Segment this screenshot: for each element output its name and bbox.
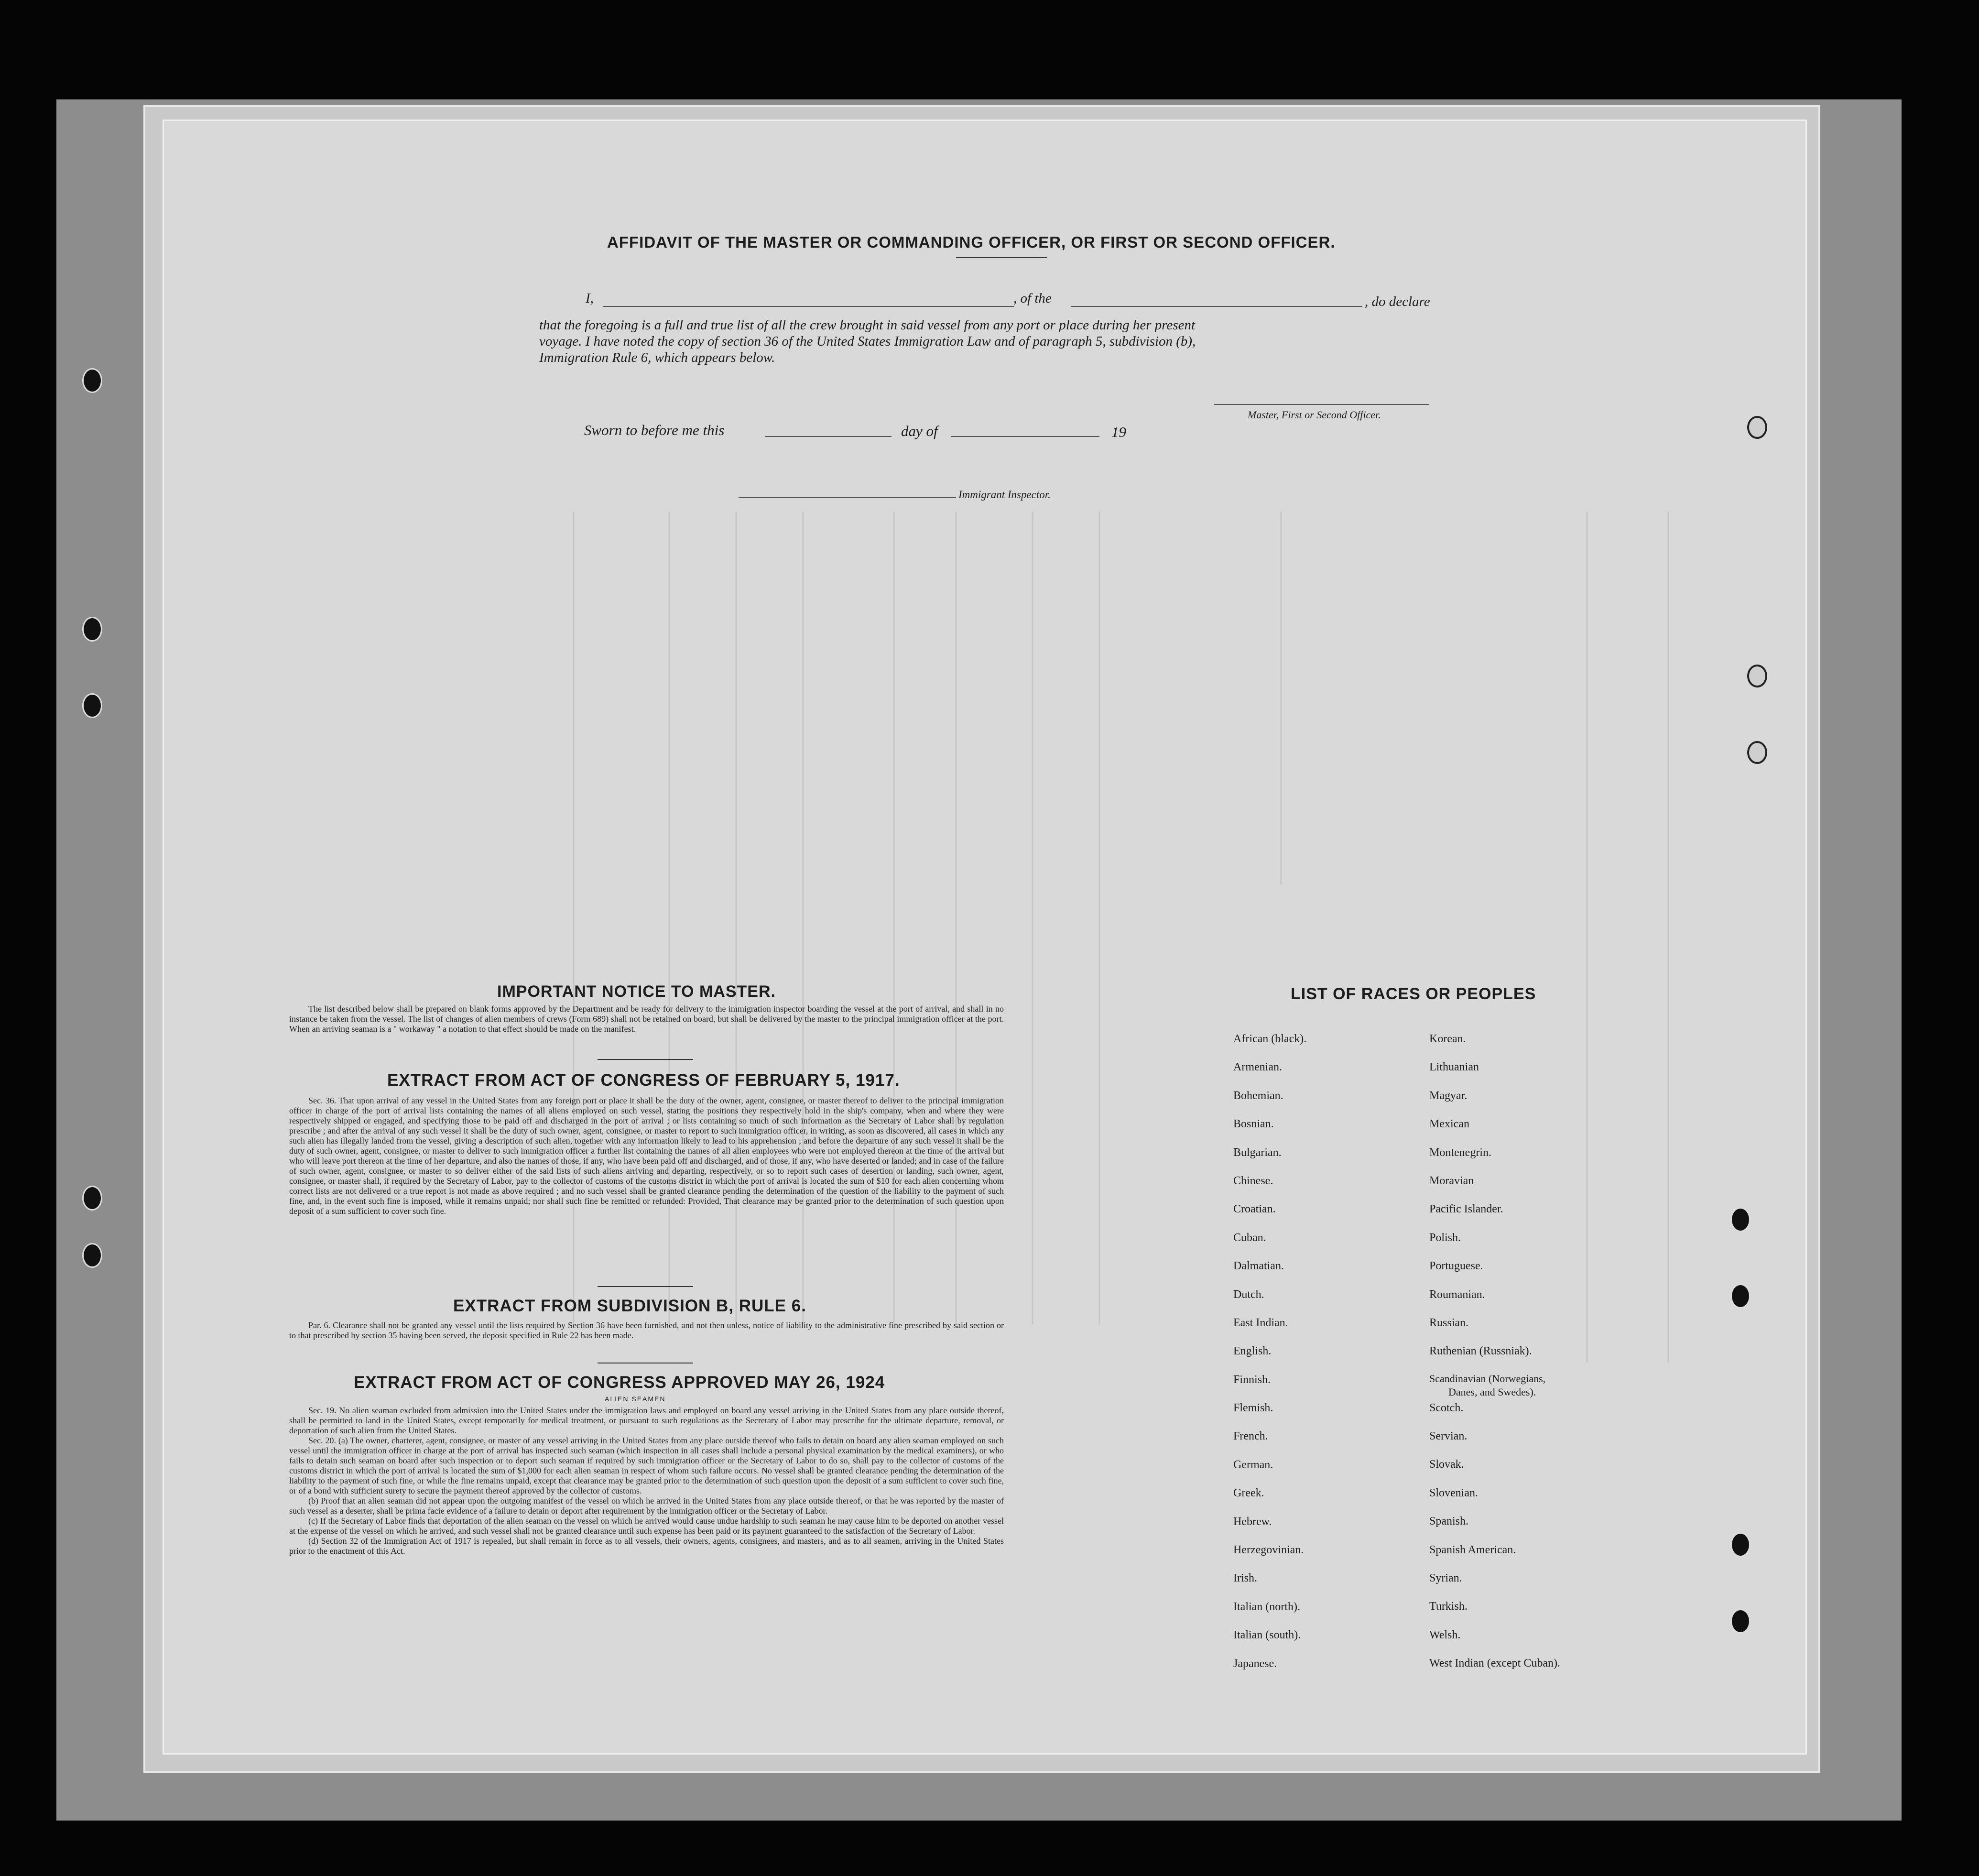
race-item: Roumanian. <box>1429 1288 1485 1301</box>
race-item: West Indian (except Cuban). <box>1429 1657 1560 1670</box>
punch-hole <box>82 693 102 718</box>
punch-hole <box>82 1186 102 1211</box>
inspector-signature-line <box>739 497 956 498</box>
name-field-line <box>603 306 1014 307</box>
race-item: Armenian. <box>1233 1061 1282 1074</box>
race-item: Turkish. <box>1429 1600 1468 1613</box>
paragraph-6: Par. 6. Clearance shall not be granted any vessel until the lists required by Section 36 have been furnished, and not then unless, notice of liability to the administrative fine prescribed by said section or to that prescribed by section 35 having been served, the deposit specified in Rule 22 has been made. <box>289 1320 1004 1340</box>
vessel-field-line <box>1071 306 1362 307</box>
race-item: Hebrew. <box>1233 1515 1272 1528</box>
race-item: English. <box>1233 1345 1272 1358</box>
race-item: Cuban. <box>1233 1231 1266 1244</box>
race-item: Syrian. <box>1429 1572 1462 1585</box>
section-20d-paragraph: (d) Section 32 of the Immigration Act of 1917 is repealed, but shall remain in force as to all vessels, their owners, agents, consignees, and masters, and as to all seamen, arriving in the United States prior to the enactment of this Act. <box>289 1536 1004 1556</box>
affidavit-title: AFFIDAVIT OF THE MASTER OR COMMANDING OFFICER, OR FIRST OR SECOND OFFICER. <box>607 233 1336 251</box>
race-item: Polish. <box>1429 1231 1461 1244</box>
punch-hole <box>82 617 102 642</box>
extract-1917-title: EXTRACT FROM ACT OF CONGRESS OF FEBRUARY 5, 1917. <box>387 1071 900 1090</box>
race-item: Magyar. <box>1429 1089 1468 1102</box>
divider <box>956 257 1047 258</box>
affidavit-do-declare-label: , do declare <box>1365 294 1430 309</box>
race-item: Russian. <box>1429 1316 1469 1329</box>
race-item: Croatian. <box>1233 1203 1276 1216</box>
race-item: Korean. <box>1429 1033 1466 1045</box>
punch-hole <box>1730 1532 1751 1557</box>
affidavit-i-label: I, <box>586 291 594 306</box>
affidavit-line-2: that the foregoing is a full and true list of all the crew brought in said vessel from any port or place during her present <box>539 317 1196 333</box>
divider <box>598 1286 693 1287</box>
punch-hole <box>1747 741 1767 764</box>
year-label: 19 <box>1111 424 1126 440</box>
race-item: Bulgarian. <box>1233 1146 1282 1159</box>
punch-hole <box>82 1243 102 1268</box>
punch-hole <box>1747 416 1767 439</box>
extract-rule6-title: EXTRACT FROM SUBDIVISION B, RULE 6. <box>453 1297 806 1315</box>
extract-1924-title: EXTRACT FROM ACT OF CONGRESS APPROVED MAY 26, 1924 <box>354 1373 885 1392</box>
race-item: Finnish. <box>1233 1373 1271 1386</box>
race-item: Mexican <box>1429 1118 1469 1131</box>
punch-hole <box>1730 1207 1751 1232</box>
master-signature-line <box>1214 404 1429 405</box>
section-36-paragraph: Sec. 36. That upon arrival of any vessel in the United States from any foreign port or place it shall be the duty of the owner, agent, consignee, or master thereof to deliver to the principal immigration officer in charge of the port of arrival lists containing the names of all aliens employed on such vessel, stating the positions they respectively hold in the ship's company, when and where they were respectively shipped or engaged, and specifying those to be paid off and discharged in the port of arrival ; or lists containing so much of such information as the Secretary of Labor shall by regulation prescribe ; and after the arrival of any such vessel it shall be the duty of such owner, agent, consignee, or master to report to such immigration officer, in writing, as soon as discovered, all cases in which any such alien has illegally landed from the vessel, giving a description of such alien, together with any information likely to lead to his apprehension ; and before the departure of any such vessel it shall be the duty of such owner, agent, consignee, or master to deliver to such immigration officer a further list containing the names of all alien employees who were not employed thereon at the time of the arrival but who will leave port thereon at the time of her departure, and also the names of those, if any, who have been paid off and discharged, and of those, if any, who have deserted or landed; and in case of the failure of such owner, agent, consignee, or master to so deliver either of the said lists of such aliens arriving and departing, respectively, or so to report such cases of desertion or landing, such owner, agent, consignee, or master shall, if required by the Secretary of Labor, pay to the collector of customs of the customs district in which the port of arrival is located the sum of $10 for each alien concerning whom correct lists are not delivered or a true report is not made as above required ; and no such vessel shall be granted clearance pending the determination of the question of the liability to the payment of such fine, and, in the event such fine is imposed, while it remains unpaid; nor shall such fine be remitted or refunded: Provided, That clearance may be granted prior to the determination of such question upon deposit of a sum sufficient to cover such fine. <box>289 1096 1004 1216</box>
race-item: Dalmatian. <box>1233 1260 1284 1273</box>
race-item: Scotch. <box>1429 1401 1464 1414</box>
section-20a-paragraph: Sec. 20. (a) The owner, charterer, agent, consignee, or master of any vessel arriving in the United States from any place outside thereof who fails to detain on board any alien seaman employed on such vessel until the immigration officer in charge at the port of arrival has inspected such seaman (which inspection in all cases shall include a personal physical examination by the medical examiners), or who fails to detain such seaman on board after such inspection or to deport such seaman if required by such immigration officer or the Secretary of Labor to do so, shall pay to the collector of customs of the customs district in which the port of arrival is located the sum of $1,000 for each alien seaman in respect of whom such failure occurs. No vessel shall be granted clearance pending the determination of the liability to the payment of such fine, or while the fine remains unpaid, except that clearance may be granted prior to the determination of such question upon the deposit of a sum sufficient to cover such fine, or of a bond with sufficient surety to secure the payment thereof approved by the collector of customs. <box>289 1436 1004 1495</box>
sworn-month-line <box>951 436 1099 437</box>
races-left-column <box>1233 1033 1306 1686</box>
race-item: East Indian. <box>1233 1316 1288 1329</box>
race-item: Portuguese. <box>1429 1260 1483 1273</box>
race-item: Montenegrin. <box>1429 1146 1491 1159</box>
race-item: Slovak. <box>1429 1458 1464 1471</box>
section-20c-paragraph: (c) If the Secretary of Labor finds that deportation of the alien seaman on the vessel on which he arrived would cause undue hardship to such seaman he may cause him to be deported on another vessel at the expense of the vessel on which he arrived, and such vessel shall not be granted clearance until such expense has been paid or its payment guaranteed to the satisfaction of the Secretary of Labor. <box>289 1516 1004 1536</box>
race-item: Ruthenian (Russniak). <box>1429 1345 1532 1358</box>
race-item: French. <box>1233 1430 1268 1443</box>
race-item: Pacific Islander. <box>1429 1203 1503 1216</box>
race-item: German. <box>1233 1458 1273 1471</box>
extract-rule6-body <box>289 1320 1004 1341</box>
master-caption: Master, First or Second Officer. <box>1248 409 1381 421</box>
notice-body <box>289 1004 1004 1034</box>
punch-hole <box>1747 665 1767 687</box>
race-item: Moravian <box>1429 1174 1474 1187</box>
race-item: Welsh. <box>1429 1628 1461 1641</box>
sworn-day-line <box>765 436 892 437</box>
extract-1924-subtitle: ALIEN SEAMEN <box>605 1395 666 1403</box>
race-item: Lithuanian <box>1429 1061 1479 1074</box>
race-item: Greek. <box>1233 1487 1264 1500</box>
races-title: LIST OF RACES OR PEOPLES <box>1291 985 1536 1003</box>
sworn-label: Sworn to before me this <box>584 422 725 438</box>
notice-paragraph: The list described below shall be prepared on blank forms approved by the Department and be ready for delivery to the immigration inspector boarding the vessel at the port of arrival, and shall in no instance be taken from the vessel. The list of changes of alien members of crews (Form 689) shall not be retained on board, but shall be delivered by the master to the principal immigration officer at the port. When an arriving seaman is a " workaway " a notation to that effect should be made on the manifest. <box>289 1004 1004 1034</box>
punch-hole <box>82 368 102 393</box>
race-item: Japanese. <box>1233 1657 1277 1670</box>
day-of-label: day of <box>901 423 938 439</box>
race-item: Danes, and Swedes). <box>1448 1385 1536 1398</box>
race-item: Servian. <box>1429 1430 1468 1443</box>
divider <box>598 1059 693 1060</box>
inspector-caption: Immigrant Inspector. <box>958 489 1051 501</box>
race-item: Flemish. <box>1233 1402 1273 1415</box>
extract-1924-body <box>289 1406 1004 1556</box>
punch-hole <box>1730 1609 1751 1634</box>
affidavit-of-the-label: , of the <box>1013 291 1052 306</box>
race-item: Slovenian. <box>1429 1486 1478 1499</box>
notice-title: IMPORTANT NOTICE TO MASTER. <box>497 982 776 1001</box>
race-item: Herzegovinian. <box>1233 1544 1304 1557</box>
race-item: Italian (south). <box>1233 1629 1301 1642</box>
race-item: Scandinavian (Norwegians, <box>1429 1372 1546 1385</box>
race-item: Chinese. <box>1233 1174 1273 1187</box>
race-item: Dutch. <box>1233 1288 1264 1301</box>
race-item: Bosnian. <box>1233 1118 1274 1131</box>
affidavit-line-3: voyage. I have noted the copy of section 36 of the United States Immigration Law and of paragraph 5, subdivision (b), <box>539 334 1196 349</box>
section-20b-paragraph: (b) Proof that an alien seaman did not appear upon the outgoing manifest of the vessel on which he arrived in the United States from any place outside thereof, or that he was reported by the master of such vessel as a deserter, shall be prima facie evidence of a failure to detain or deport after requirement by the immigration officer or the Secretary of Labor. <box>289 1496 1004 1516</box>
race-item: Spanish American. <box>1429 1543 1516 1556</box>
race-item: Bohemian. <box>1233 1089 1283 1102</box>
section-19-paragraph: Sec. 19. No alien seaman excluded from admission into the United States under the immigration laws and employed on board any vessel arriving in the United States from any place outside thereof, shall be permitted to land in the United States, except temporarily for medical treatment, or pursuant to such regulations as the Secretary of Labor may prescribe for the ultimate departure, removal, or deportation of such alien from the United States. <box>289 1406 1004 1435</box>
affidavit-line-4: Immigration Rule 6, which appears below. <box>539 350 775 365</box>
punch-hole <box>1730 1284 1751 1309</box>
race-item: Spanish. <box>1429 1515 1469 1528</box>
race-item: Italian (north). <box>1233 1600 1300 1613</box>
race-item: African (black). <box>1233 1033 1307 1045</box>
races-right-column <box>1429 1033 1560 1686</box>
race-item: Irish. <box>1233 1572 1257 1585</box>
extract-1917-body <box>289 1096 1004 1216</box>
